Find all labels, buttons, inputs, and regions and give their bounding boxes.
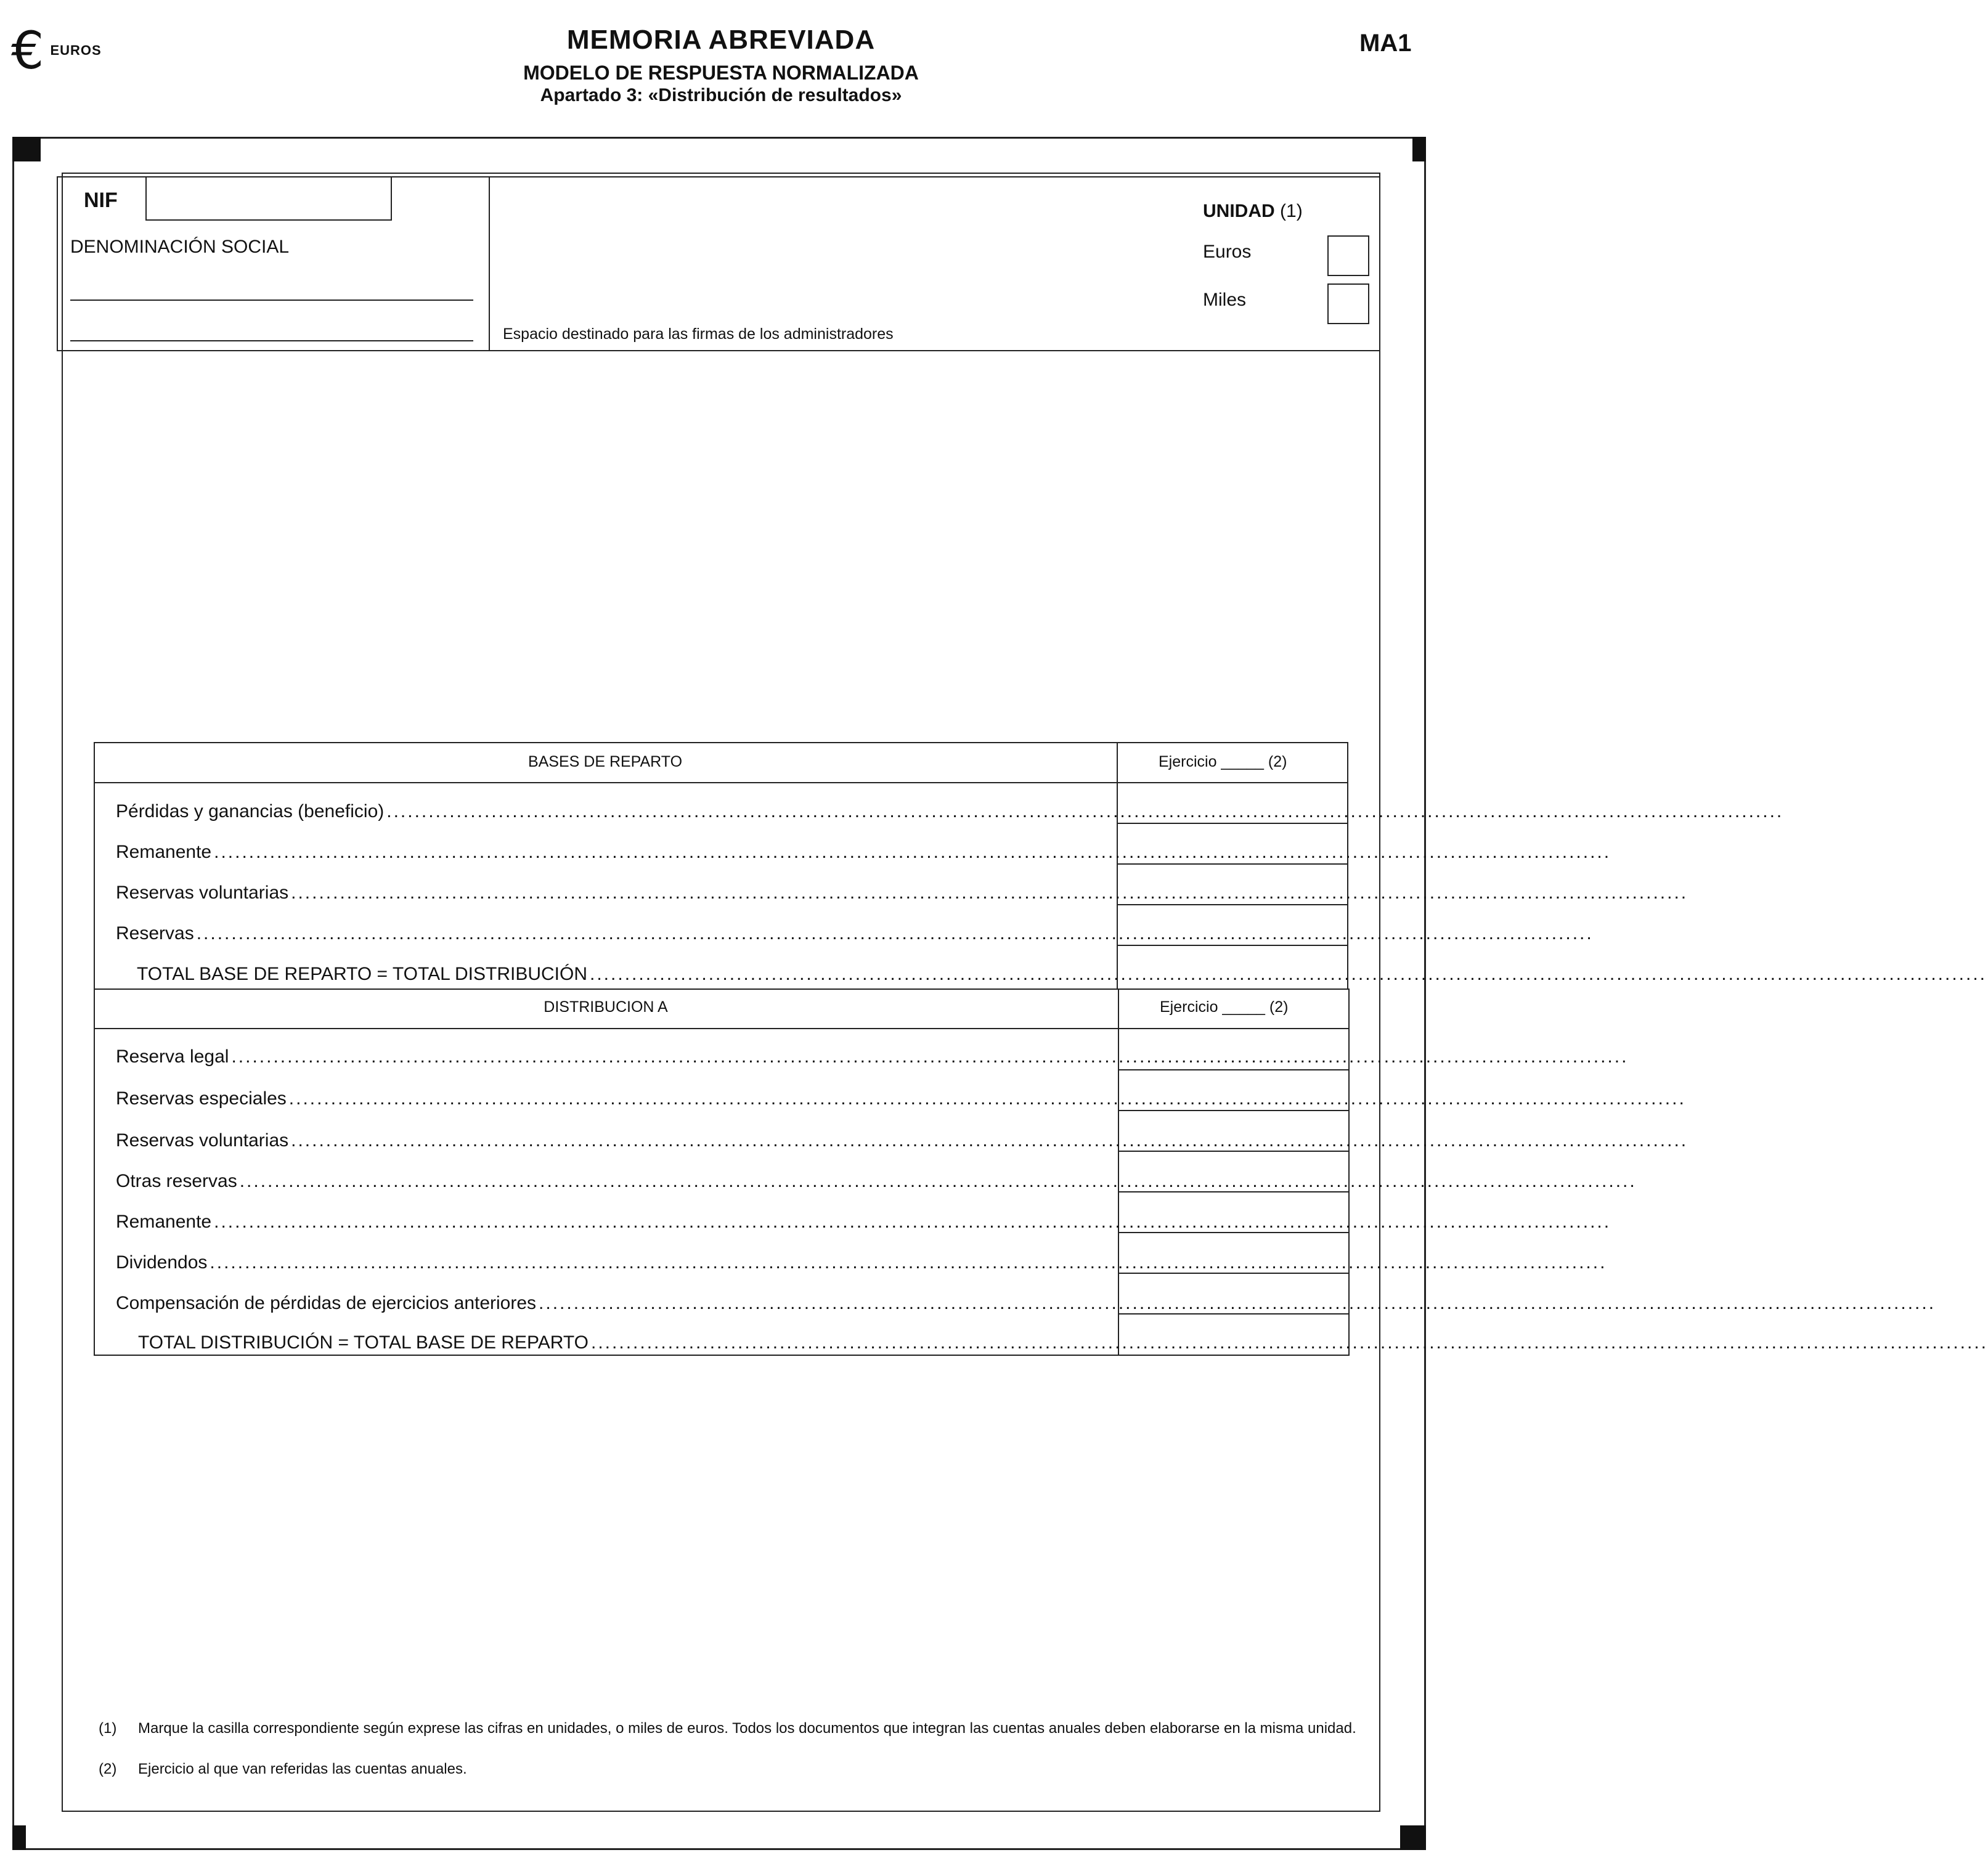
distribucion-value-dividendos[interactable] xyxy=(1122,1235,1348,1272)
euro-icon: € xyxy=(11,20,44,81)
distribucion-row-label: Dividendos ........................................................................................................................................................................................................ xyxy=(116,1252,1607,1273)
signatures-area-label: Espacio destinado para las firmas de los administradores xyxy=(503,325,894,343)
distribucion-total-label: TOTAL DISTRIBUCIÓN = TOTAL BASE DE REPARTO ........................................................................................................................................................................................................ xyxy=(138,1332,1988,1353)
euro-logo-text: EUROS xyxy=(50,43,102,58)
distribucion-value-otras-reservas[interactable] xyxy=(1122,1154,1348,1191)
bases-cell-divider xyxy=(1117,904,1348,905)
distribucion-row-label: Reservas voluntarias ........................................................................................................................................................................................................ xyxy=(116,1130,1689,1151)
unidad-label xyxy=(1203,201,1303,222)
unit-miles-label: Miles xyxy=(1203,290,1247,310)
bases-header-divider xyxy=(94,782,1348,783)
distribucion-row-label: Remanente ........................................................................................................................................................................................................ xyxy=(116,1212,1611,1232)
bases-row-label: Reservas voluntarias ........................................................................................................................................................................................................ xyxy=(116,883,1689,903)
document-section: Apartado 3: «Distribución de resultados» xyxy=(540,85,902,105)
unidad-title: UNIDAD xyxy=(1203,201,1275,221)
denominacion-line-1[interactable] xyxy=(70,300,473,301)
bases-value-reservas-voluntarias[interactable] xyxy=(1120,866,1347,903)
bases-row-label: Remanente ........................................................................................................................................................................................................ xyxy=(116,842,1611,862)
nif-label: NIF xyxy=(84,189,118,212)
unit-euros-checkbox[interactable] xyxy=(1327,235,1369,276)
bases-column-divider xyxy=(1117,742,1118,990)
document-title: MEMORIA ABREVIADA xyxy=(566,25,876,55)
distribucion-cell-divider xyxy=(1118,1069,1350,1070)
footnote-number: (1) xyxy=(99,1720,117,1737)
unit-euros-label: Euros xyxy=(1203,242,1252,262)
footnote-text: Marque la casilla correspondiente según exprese las cifras en unidades, o miles de euros. Todos los documentos que integran las cuentas anuales deben elaborarse en la misma unidad. xyxy=(138,1720,1356,1737)
unit-miles-checkbox[interactable] xyxy=(1327,283,1369,324)
footnote-text: Ejercicio al que van referidas las cuentas anuales. xyxy=(138,1761,467,1777)
corner-mark-bottom-right xyxy=(1400,1825,1426,1850)
bases-value-perdidas-ganancias[interactable] xyxy=(1120,785,1347,822)
distribucion-cell-divider xyxy=(1118,1110,1350,1111)
bases-cell-divider xyxy=(1117,823,1348,824)
bases-reparto-header: BASES DE REPARTO xyxy=(528,753,683,770)
footnote-number: (2) xyxy=(99,1761,117,1777)
distribucion-value-total[interactable] xyxy=(1122,1316,1348,1355)
bases-value-reservas[interactable] xyxy=(1120,907,1347,944)
unidad-note: (1) xyxy=(1280,201,1303,221)
corner-mark-bottom-left xyxy=(12,1825,26,1850)
bases-total-label: TOTAL BASE DE REPARTO = TOTAL DISTRIBUCIÓN ........................................................................................................................................................................................................ xyxy=(137,964,1987,984)
distribucion-row-label: Otras reservas ........................................................................................................................................................................................................ xyxy=(116,1171,1637,1191)
distribucion-row-label: Reserva legal ........................................................................................................................................................................................................ xyxy=(116,1046,1629,1067)
bases-row-label: Reservas ........................................................................................................................................................................................................ xyxy=(116,923,1594,944)
corner-mark-top-left xyxy=(12,137,41,161)
bases-value-total[interactable] xyxy=(1120,948,1347,987)
denominacion-line-2[interactable] xyxy=(70,340,473,341)
distribucion-ejercicio-header: Ejercicio _____ (2) xyxy=(1160,998,1289,1016)
bases-ejercicio-header: Ejercicio _____ (2) xyxy=(1159,753,1287,770)
distribucion-header-divider xyxy=(94,1028,1350,1029)
distribucion-cell-divider xyxy=(1118,1191,1350,1192)
distribucion-value-compensacion-perdidas[interactable] xyxy=(1122,1276,1348,1313)
bases-cell-divider xyxy=(1117,863,1348,865)
distribucion-cell-divider xyxy=(1118,1151,1350,1152)
distribucion-value-reservas-voluntarias[interactable] xyxy=(1122,1113,1348,1150)
footnote-2 xyxy=(99,1761,1395,1777)
distribucion-cell-divider xyxy=(1118,1313,1350,1315)
bases-cell-divider xyxy=(1117,945,1348,946)
identification-divider xyxy=(489,176,490,351)
bases-value-remanente[interactable] xyxy=(1120,826,1347,863)
form-code: MA1 xyxy=(1359,30,1412,57)
distribucion-cell-divider xyxy=(1118,1273,1350,1274)
denominacion-social-label: DENOMINACIÓN SOCIAL xyxy=(70,237,290,257)
distribucion-header: DISTRIBUCION A xyxy=(544,998,668,1016)
distribucion-row-label: Compensación de pérdidas de ejercicios anteriores ........................................................................................................................................................................................................ xyxy=(116,1293,1936,1313)
distribucion-value-reserva-legal[interactable] xyxy=(1122,1032,1348,1069)
footnote-1 xyxy=(99,1721,1395,1737)
nif-input[interactable] xyxy=(145,176,392,221)
distribucion-value-reservas-especiales[interactable] xyxy=(1122,1072,1348,1109)
document-subtitle: MODELO DE RESPUESTA NORMALIZADA xyxy=(523,62,919,84)
corner-mark-top-right xyxy=(1412,137,1426,161)
bases-row-label: Pérdidas y ganancias (beneficio) ........................................................................................................................................................................................................ xyxy=(116,801,1784,821)
distribucion-value-remanente[interactable] xyxy=(1122,1194,1348,1231)
distribucion-cell-divider xyxy=(1118,1232,1350,1233)
distribucion-row-label: Reservas especiales ........................................................................................................................................................................................................ xyxy=(116,1088,1686,1109)
